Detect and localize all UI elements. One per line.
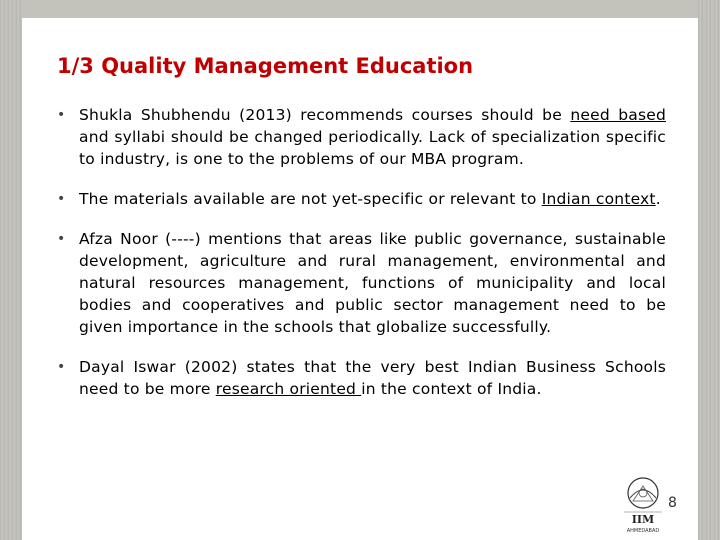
bullet-text: Afza Noor (----) mentions that areas like public governance, sustainable development, agriculture and rural management, environmental and natural resources management, functions of municipality and local bodies and cooperatives and public sector management need to be given importance in the schools that globalize successfully.: [79, 230, 666, 336]
logo-caption: AHMEDABAD: [626, 528, 660, 534]
underlined-phrase: need based: [570, 106, 667, 124]
bullet-item-1: [56, 104, 666, 170]
underlined-phrase: Indian context: [541, 190, 656, 208]
bullet-item-4: [56, 356, 666, 400]
bullet-marker: •: [57, 107, 66, 123]
bullet-marker: •: [57, 231, 66, 247]
bullet-item-2: [56, 188, 666, 210]
bullet-text: in the context of India.: [361, 380, 542, 398]
bullet-list: [56, 104, 666, 418]
slide-title: 1/3 Quality Management Education: [57, 54, 474, 78]
bullet-text: Dayal Iswar (2002) states that the very best Indian Business Schools need to be more: [79, 358, 666, 398]
bullet-text: and syllabi should be changed periodically. Lack of specialization specific to industry, is one to the problems of our MBA program.: [79, 128, 666, 168]
bullet-marker: •: [57, 191, 66, 207]
bullet-marker: •: [57, 359, 66, 375]
bullet-text: The materials available are not yet-specific or relevant to: [79, 190, 542, 208]
bullet-text: .: [655, 190, 661, 208]
underlined-phrase: research oriented: [215, 380, 362, 398]
page-number: 8: [668, 495, 677, 511]
bullet-item-3: [56, 228, 666, 338]
bullet-text: Shukla Shubhendu (2013) recommends courses should be: [79, 106, 571, 124]
logo-text: IIM: [631, 513, 655, 526]
iim-logo-icon: [618, 476, 668, 536]
